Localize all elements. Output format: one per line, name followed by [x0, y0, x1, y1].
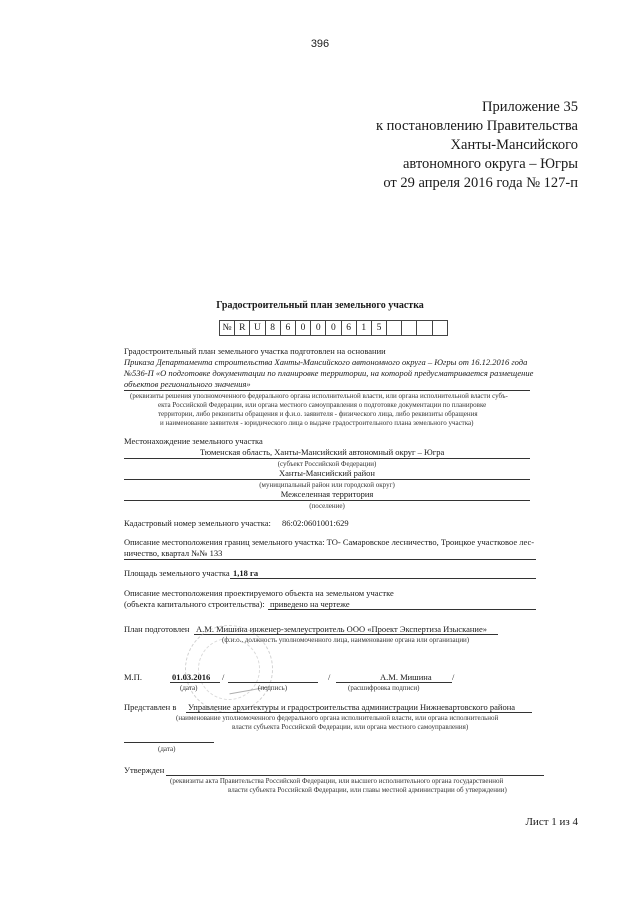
- number-cell: 6: [280, 320, 296, 336]
- number-cell: R: [234, 320, 250, 336]
- signature-slash-1: /: [222, 672, 225, 682]
- number-cell: 5: [371, 320, 387, 336]
- location-subject: Тюменская область, Ханты-Мансийский автономный округ – Югра: [200, 447, 445, 457]
- approved-note-2: власти субъекта Российской Федерации, или главы местной администрации об утверждении): [228, 786, 507, 794]
- basis-note-4: и наименование заявителя - юридического лица о выдаче градостроительного плана земельного участка): [160, 419, 474, 427]
- prepared-note: (ф.и.о., должность уполномоченного лица, наименование органа или организации): [222, 636, 470, 644]
- number-cell: 8: [265, 320, 281, 336]
- presented-value: Управление архитектуры и градостроительства администрации Нижневартовского района: [188, 702, 516, 712]
- number-cell: [401, 320, 417, 336]
- location-district: Ханты-Мансийский район: [279, 468, 375, 478]
- plan-number-grid: [220, 320, 448, 336]
- approved-label: Утвержден: [124, 765, 165, 775]
- basis-intro: Градостроительный план земельного участка подготовлен на основании: [124, 346, 386, 356]
- basis-text-2: №536-П «О подготовке документации по планировке территории, на которой предусматривается размещение: [124, 368, 534, 378]
- location-subject-line: [124, 458, 530, 459]
- number-cell: [432, 320, 448, 336]
- annex-header: [376, 98, 578, 193]
- signature-date-note: (дата): [180, 684, 198, 692]
- signature-slash-3: /: [452, 672, 455, 682]
- location-settlement-note: (поселение): [309, 502, 345, 510]
- object-line-2: (объекта капитального строительства):: [124, 599, 265, 609]
- area-label: Площадь земельного участка: [124, 568, 230, 578]
- annex-line-1: Приложение 35: [482, 99, 578, 115]
- presented-date-note: (дата): [158, 745, 176, 753]
- location-district-line: [124, 479, 530, 480]
- annex-line-4: автономного округа – Югры: [402, 156, 578, 172]
- basis-text-3: объектов регионального значения»: [124, 379, 251, 389]
- seal-place-label: М.П.: [124, 672, 142, 682]
- number-cell: 1: [356, 320, 372, 336]
- signature-name: А.М. Мишина: [380, 672, 432, 682]
- page-number: 396: [310, 38, 330, 50]
- signature-name-note: (расшифровка подписи): [348, 684, 420, 692]
- sheet-indicator: Лист 1 из 4: [525, 816, 578, 828]
- approved-underline: [166, 775, 544, 776]
- boundaries-line-2: ничество, квартал №№ 133: [124, 548, 223, 558]
- number-cell: №: [219, 320, 235, 336]
- cadastral-label: Кадастровый номер земельного участка:: [124, 518, 271, 528]
- basis-note-1: (реквизиты решения уполномоченного федерального органа исполнительной власти, или органа исполнительной власти субъ-: [130, 392, 508, 400]
- prepared-value: А.М. Мишина инженер-землеустроитель ООО «Проект Экспертиза Изыскание»: [196, 624, 488, 634]
- presented-note-1: (наименование уполномоченного федерального органа исполнительной власти, или органа исполнительной: [176, 714, 499, 722]
- object-value: приведено на чертеже: [270, 599, 350, 609]
- boundaries-line-1: Описание местоположения границ земельного участка: ТО- Самаровское лесничество, Троицкое участковое лес-: [124, 537, 535, 547]
- number-cell: 0: [310, 320, 326, 336]
- basis-note-3: территории, либо реквизиты обращения и ф.и.о. заявителя - физического лица, либо реквизиты обращения: [158, 410, 478, 418]
- signature-date: 01.03.2016: [172, 672, 211, 682]
- boundaries-underline: [124, 559, 536, 560]
- area-value: 1,18 га: [233, 568, 259, 578]
- location-label: Местонахождение земельного участка: [124, 436, 263, 446]
- number-cell: [386, 320, 402, 336]
- cadastral-value: 86:02:0601001:629: [282, 518, 349, 528]
- presented-date-line: [124, 742, 214, 743]
- area-underline: [230, 578, 536, 579]
- location-settlement-line: [124, 500, 530, 501]
- presented-underline: [186, 712, 532, 713]
- location-settlement: Межселенная территория: [280, 489, 374, 499]
- number-cell: 0: [325, 320, 341, 336]
- prepared-label: План подготовлен: [124, 624, 190, 634]
- object-line-1: Описание местоположения проектируемого объекта на земельном участке: [124, 588, 394, 598]
- basis-underline: [124, 390, 530, 391]
- signature-name-line: [336, 682, 452, 683]
- basis-note-2: екта Российской Федерации, или органа местного самоуправления о подготовке документации по планировке: [158, 401, 487, 409]
- annex-line-2: к постановлению Правительства: [376, 118, 578, 134]
- number-cell: 0: [295, 320, 311, 336]
- signature-slash-2: /: [328, 672, 331, 682]
- signature-date-line: [170, 682, 220, 683]
- document-title: Градостроительный план земельного участка: [216, 300, 424, 311]
- number-cell: 6: [341, 320, 357, 336]
- organization-stamp: [185, 625, 273, 713]
- annex-line-3: Ханты-Мансийского: [450, 137, 578, 153]
- signature-sign-note: (подпись): [258, 684, 288, 692]
- location-subject-note: (субъект Российской Федерации): [277, 460, 377, 468]
- basis-text-1: Приказа Департамента строительства Ханты-Мансийского автономного округа – Югры от 16.12.2016 года: [124, 357, 528, 367]
- approved-note-1: (реквизиты акта Правительства Российской Федерации, или высшего исполнительного органа государственной: [170, 777, 504, 785]
- annex-line-5: от 29 апреля 2016 года № 127-п: [383, 175, 578, 191]
- presented-label: Представлен в: [124, 702, 177, 712]
- location-district-note: (муниципальный район или городской округ): [259, 481, 395, 489]
- number-cell: [416, 320, 432, 336]
- number-cell: U: [249, 320, 265, 336]
- presented-note-2: власти субъекта Российской Федерации, или органа местного самоуправления): [232, 723, 469, 731]
- object-underline: [268, 609, 536, 610]
- signature-sign-line: [228, 682, 318, 683]
